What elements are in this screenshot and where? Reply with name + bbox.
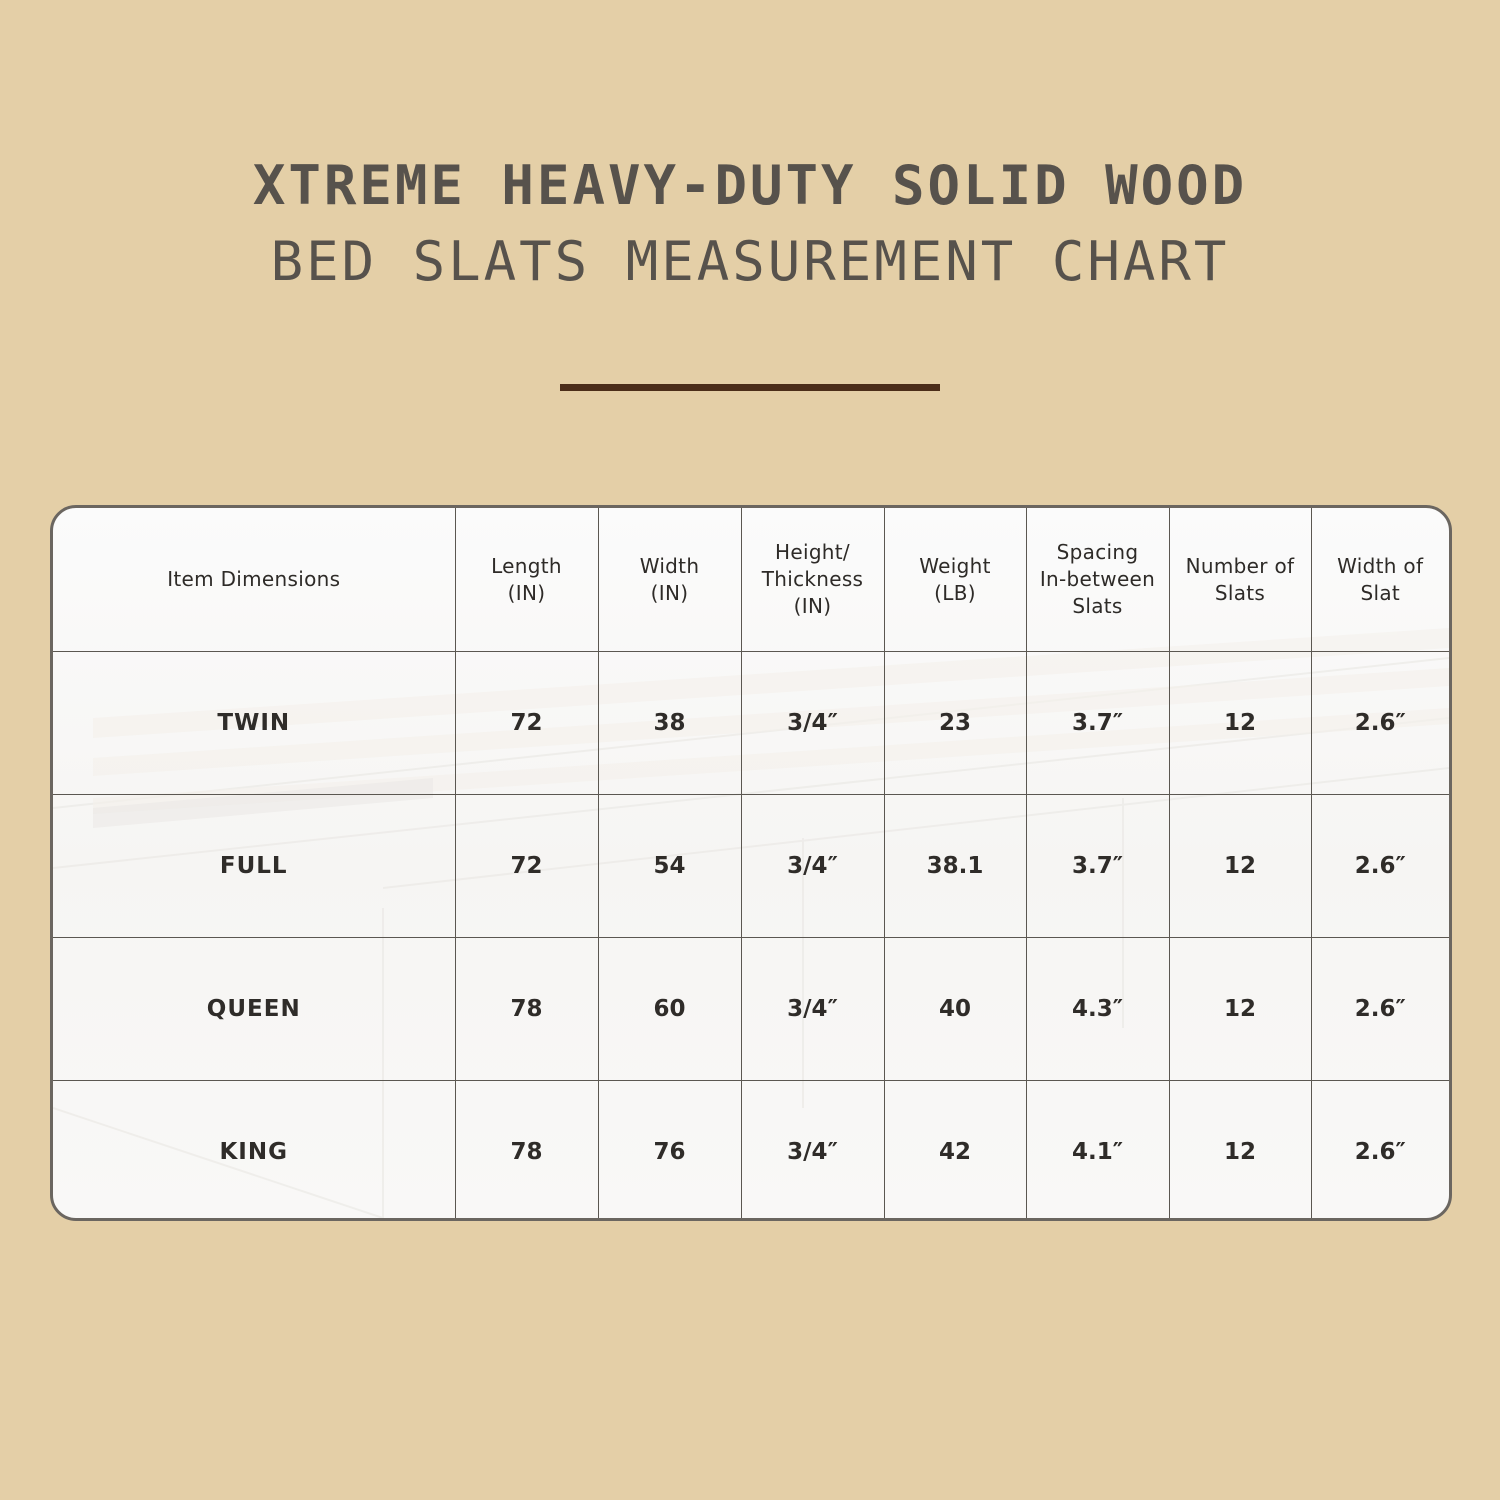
cell-width: 38	[598, 652, 741, 795]
header-spacing: Spacing In-between Slats	[1026, 508, 1169, 652]
cell-number-of-slats: 12	[1169, 652, 1311, 795]
cell-thickness: 3/4″	[741, 652, 884, 795]
cell-thickness: 3/4″	[741, 795, 884, 938]
cell-number-of-slats: 12	[1169, 795, 1311, 938]
measurement-table	[53, 508, 1449, 1221]
row-label: TWIN	[53, 652, 455, 795]
header-item-dimensions: Item Dimensions	[167, 567, 341, 591]
cell-number-of-slats: 12	[1169, 938, 1311, 1081]
cell-thickness: 3/4″	[741, 1081, 884, 1222]
cell-width-of-slat: 2.6″	[1311, 938, 1449, 1081]
cell-length: 72	[455, 652, 598, 795]
cell-spacing: 4.1″	[1026, 1081, 1169, 1222]
header-length: Length (IN)	[455, 508, 598, 652]
table-row-king	[53, 1081, 1449, 1222]
row-label: QUEEN	[53, 938, 455, 1081]
cell-spacing: 4.3″	[1026, 938, 1169, 1081]
cell-length: 72	[455, 795, 598, 938]
cell-weight: 23	[884, 652, 1026, 795]
title-line-1: XTREME HEAVY-DUTY SOLID WOOD	[252, 154, 1248, 217]
title-divider	[560, 384, 940, 391]
cell-thickness: 3/4″	[741, 938, 884, 1081]
table-header-row	[53, 508, 1449, 652]
cell-weight: 42	[884, 1081, 1026, 1222]
header-width-of-slat: Width of Slat	[1311, 508, 1449, 652]
title-line-2: BED SLATS MEASUREMENT CHART	[270, 230, 1230, 293]
table-row-queen	[53, 938, 1449, 1081]
cell-length: 78	[455, 938, 598, 1081]
cell-width: 54	[598, 795, 741, 938]
row-label: KING	[53, 1081, 455, 1222]
measurement-table-card	[50, 505, 1452, 1221]
cell-number-of-slats: 12	[1169, 1081, 1311, 1222]
cell-spacing: 3.7″	[1026, 652, 1169, 795]
header-width: Width (IN)	[598, 508, 741, 652]
cell-width-of-slat: 2.6″	[1311, 795, 1449, 938]
cell-width: 60	[598, 938, 741, 1081]
cell-width-of-slat: 2.6″	[1311, 652, 1449, 795]
chart-title	[0, 150, 1500, 298]
table-row-twin	[53, 652, 1449, 795]
header-height-thickness: Height/ Thickness (IN)	[741, 508, 884, 652]
cell-length: 78	[455, 1081, 598, 1222]
cell-weight: 38.1	[884, 795, 1026, 938]
cell-spacing: 3.7″	[1026, 795, 1169, 938]
cell-weight: 40	[884, 938, 1026, 1081]
header-number-of-slats: Number of Slats	[1169, 508, 1311, 652]
cell-width-of-slat: 2.6″	[1311, 1081, 1449, 1222]
row-label: FULL	[53, 795, 455, 938]
table-row-full	[53, 795, 1449, 938]
cell-width: 76	[598, 1081, 741, 1222]
header-weight: Weight (LB)	[884, 508, 1026, 652]
